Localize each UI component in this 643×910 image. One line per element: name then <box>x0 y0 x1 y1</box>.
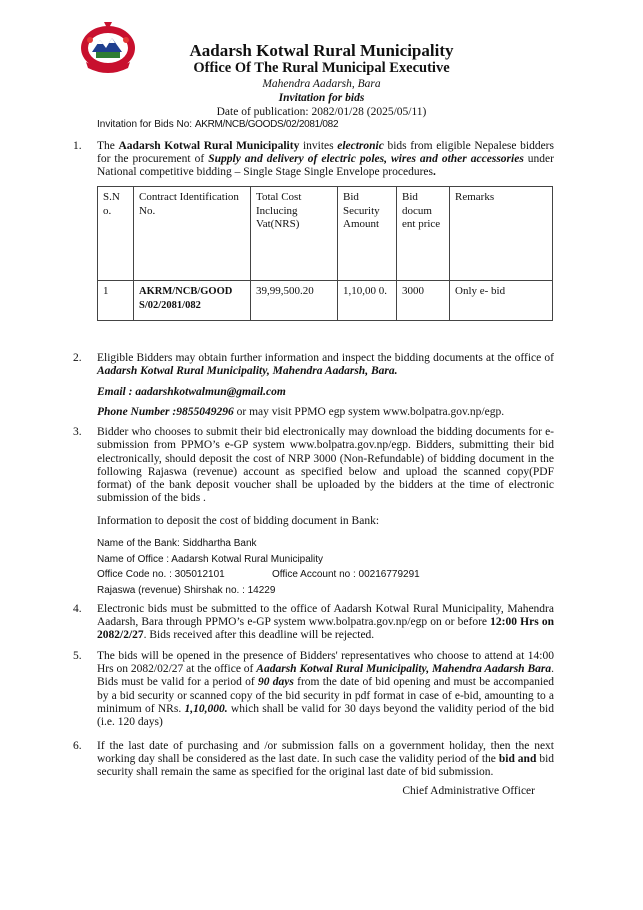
cell-total-cost: 39,99,500.20 <box>251 281 338 321</box>
item-number-5: 5. <box>73 650 82 662</box>
item-number-2: 2. <box>73 352 82 364</box>
cell-contract-id: AKRM/NCB/GOOD S/02/2081/082 <box>134 281 251 321</box>
header-remarks: Remarks <box>450 187 553 281</box>
bid-reference-label: Invitation for Bids No: <box>97 119 195 130</box>
office-name: Office Of The Rural Municipal Executive <box>193 60 450 76</box>
cell-bid-security: 1,10,00 0. <box>338 281 397 321</box>
cell-sn: 1 <box>98 281 134 321</box>
office-account: Office Account no : 00216779291 <box>272 569 420 580</box>
item-number-4: 4. <box>73 603 82 615</box>
paragraph-2: Eligible Bidders may obtain further information and inspect the bidding documents at the office of Aadarsh Kotwal Rural Municipality, Mahendra Aadarsh, Bara. <box>97 352 554 378</box>
publication-date: Date of publication: 2082/01/28 (2025/05/11) <box>216 106 427 118</box>
contact-email: Email : aadarshkotwalmun@gmail.com <box>97 386 286 398</box>
cell-remarks: Only e- bid <box>450 281 553 321</box>
bank-info-intro: Information to deposit the cost of bidding document in Bank: <box>97 515 380 527</box>
bid-reference <box>97 119 338 130</box>
paragraph-4: Electronic bids must be submitted to the office of Aadarsh Kotwal Rural Municipality, Mahendra Aadarsh, Bara through PPMO’s e-GP system www.bolpatra.gov.np/egp on or before 12:00 Hrs on 2082/2/27. Bids received after this deadline will be rejected. <box>97 603 554 642</box>
paragraph-1: The Aadarsh Kotwal Rural Municipality invites electronic bids from eligible Nepalese bidders for the procurement of Supply and delivery of electric poles, wires and other accessories under National competitive bidding – Single Stage Single Envelope procedures. <box>97 140 554 179</box>
paragraph-5: The bids will be opened in the presence of Bidders' representatives who choose to attend at 14:00 Hrs on 2082/02/27 at the office of Aadarsh Kotwal Rural Municipality, Mahendra Aadarsh Bara. Bids must be valid for a period of 90 days from the date of bid opening and must be accompanied by a bid security or scanned copy of the bid security in pdf format in case of e-bid, amounting to a minimum of NRs. 1,10,000. which shall be valid for 30 days beyond the validity period of the bid (i.e. 120 days) <box>97 650 554 729</box>
bid-table <box>97 186 553 321</box>
item-number-6: 6. <box>73 740 82 752</box>
table-row <box>98 281 553 321</box>
header-total-cost: Total Cost Inclucing Vat(NRS) <box>251 187 338 281</box>
item-number-3: 3. <box>73 426 82 438</box>
header-doc-price: Bid docum ent price <box>397 187 450 281</box>
table-header-row <box>98 187 553 281</box>
address: Mahendra Aadarsh, Bara <box>262 78 381 90</box>
paragraph-3: Bidder who chooses to submit their bid electronically may download the bidding documents for e-submission from PPMO’s e-GP system www.bolpatra.gov.np/egp. Bidders, submitting their bid electronically, should deposit the cost of NRP 3000 (Non-Refundable) of bidding document in the following Rajaswa (revenue) account as specified below and upload the scanned copy(PDF format) of the bank deposit voucher shall be uploaded by the bidders at the time of electronic submission of the bids . <box>97 426 554 505</box>
bank-name: Name of the Bank: Siddhartha Bank <box>97 538 257 549</box>
office-code: Office Code no. : 305012101 <box>97 569 225 580</box>
paragraph-6: If the last date of purchasing and /or submission falls on a government holiday, then the next working day shall be considered as the last date. In such case the validity period of the bid and bid security shall remain the same as specified for the original last date of bid submission. <box>97 740 555 779</box>
rajaswa-shirshak: Rajaswa (revenue) Shirshak no. : 14229 <box>97 585 276 596</box>
bid-reference-number: AKRM/NCB/GOODS/02/2081/082 <box>194 119 339 130</box>
header-bid-security: Bid Security Amount <box>338 187 397 281</box>
office-name-info: Name of Office : Aadarsh Kotwal Rural Municipality <box>97 554 324 565</box>
header-sn: S.N o. <box>98 187 134 281</box>
notice-title: Invitation for bids <box>278 92 365 104</box>
header-contract-id: Contract Identification No. <box>134 187 251 281</box>
contact-phone: Phone Number :9855049296 or may visit PPMO egp system www.bolpatra.gov.np/egp. <box>97 406 505 418</box>
cell-doc-price: 3000 <box>397 281 450 321</box>
signature-title: Chief Administrative Officer <box>402 785 535 797</box>
item-number-1: 1. <box>73 140 82 152</box>
organization-name: Aadarsh Kotwal Rural Municipality <box>189 41 454 60</box>
